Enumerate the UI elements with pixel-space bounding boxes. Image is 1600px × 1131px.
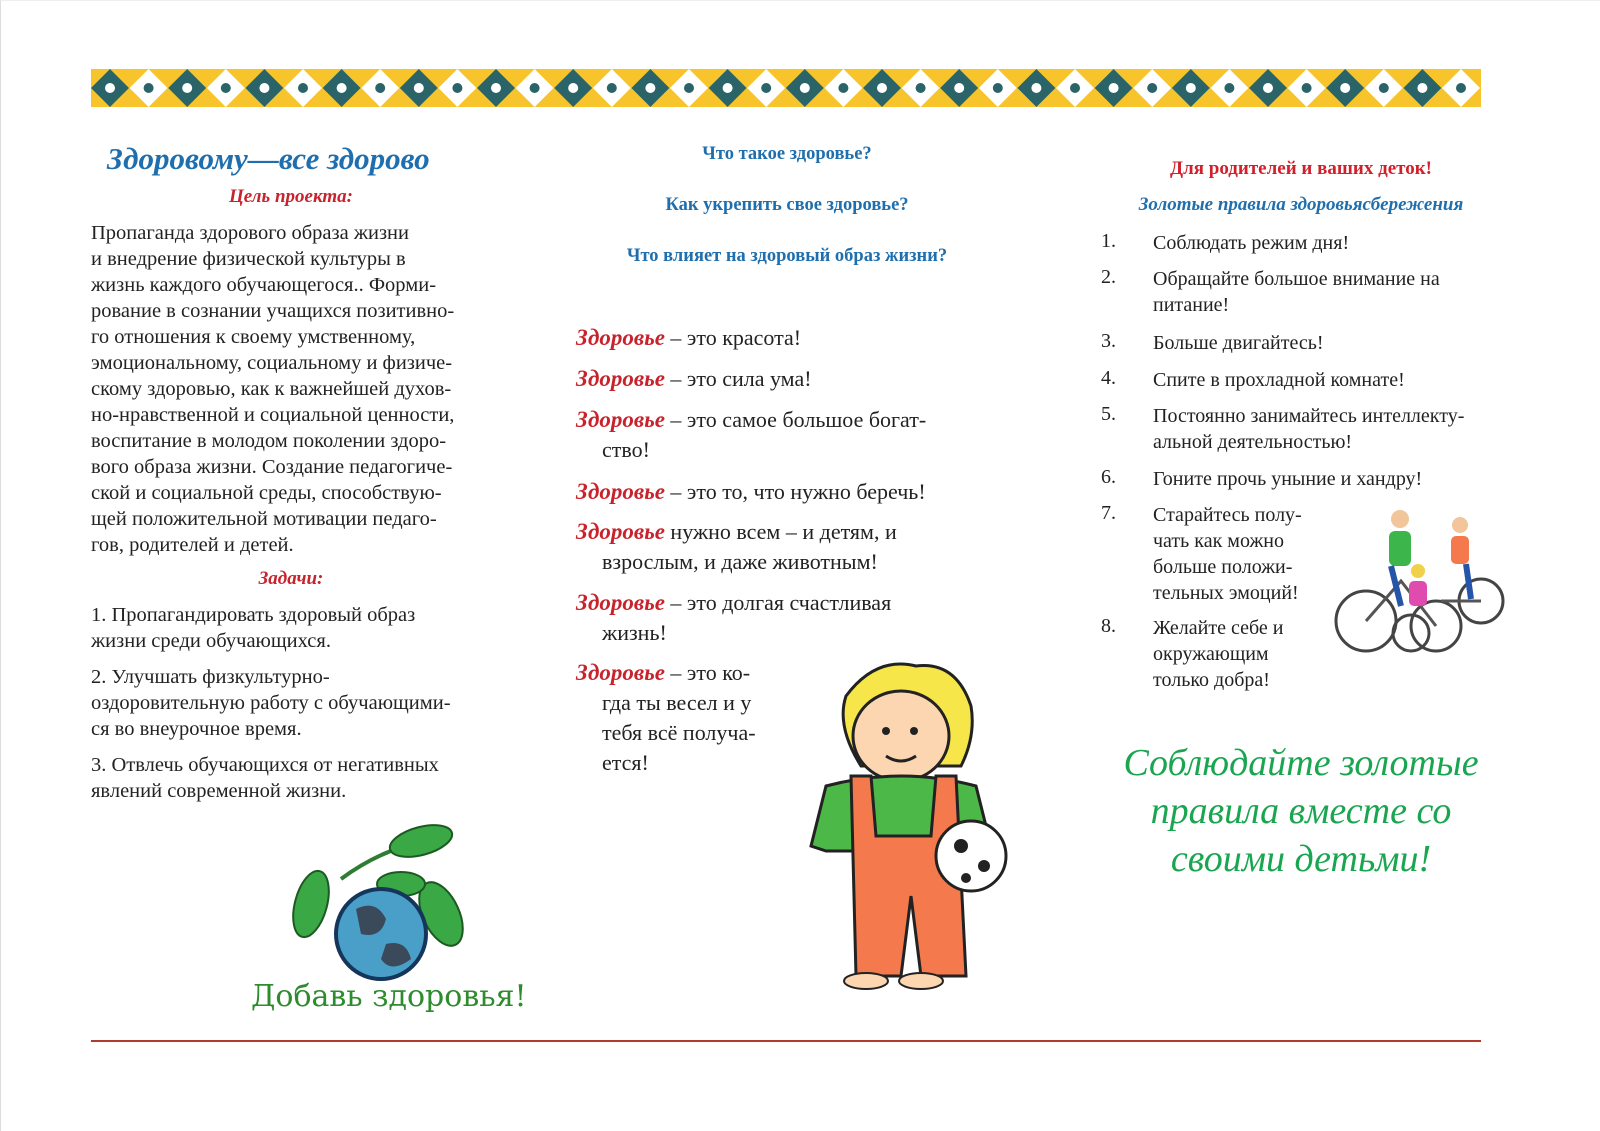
goal-line: вого образа жизни. Создание педагогиче- [91,456,453,478]
slogan-line-1: Соблюдайте золотые [1123,742,1479,784]
saying-keyword: Здоровье [576,407,665,432]
banner-dot [375,83,385,93]
rule-number: 8. [1101,615,1116,637]
rule-line: тельных эмоций! [1153,582,1299,604]
goal-line: ской и социальной среды, способствую- [91,482,442,504]
goal-line: воспитание в молодом поколении здоро- [91,430,447,452]
saying-text: – это самое большое богат- [664,407,927,432]
banner-dot [761,83,771,93]
saying-item [576,588,891,648]
slogan-line-2: правила вместе со [1150,790,1452,832]
rule-line: Старайтесь полу- [1153,504,1302,526]
banner-dot [607,83,617,93]
rule-line: только добра! [1153,669,1270,691]
saying-keyword: Здоровье [576,366,665,391]
rule-line: окружающим [1153,643,1269,665]
saying-keyword: Здоровье [576,660,665,685]
banner-dot [259,83,269,93]
task-item [91,752,451,804]
goal-line: но-нравственной и социальной ценности, [91,404,455,426]
rule-line: Обращайте большое внимание на [1153,268,1440,290]
rule-text [1153,230,1349,256]
saying-item [576,364,812,394]
banner-dot [1456,83,1466,93]
rule-text [1153,466,1422,492]
saying-first-line [576,517,897,547]
banner-dot [1147,83,1157,93]
rule-number: 2. [1101,266,1116,288]
saying-first-line [576,405,926,435]
goal-paragraph [91,220,454,558]
rule-text [1153,367,1405,393]
task-line: оздоровительную работу с обучающими- [91,692,451,714]
rule-number: 7. [1101,502,1116,524]
goal-heading: Цель проекта: [229,186,353,207]
saying-continuation: тебя всё получа- [602,720,756,745]
rule-number: 5. [1101,403,1116,425]
saying-keyword: Здоровье [576,590,665,615]
rule-line: Соблюдать режим дня! [1153,232,1350,254]
goal-line: и внедрение физической культуры в [91,248,406,270]
saying-text: нужно всем – и детям, и [664,519,897,544]
family-cycling-illustration [1331,501,1511,661]
saying-first-line [576,364,812,394]
banner-dot [1186,83,1196,93]
question-3: Что влияет на здоровый образ жизни? [626,246,948,266]
banner-dot [1109,83,1119,93]
rule-line: альной деятельностью! [1153,431,1353,453]
task-line: жизни среди обучающихся. [91,630,331,652]
saying-continuation: гда ты весел и у [602,690,752,715]
banner-dot [221,83,231,93]
saying-text: – это сила ума! [664,366,812,391]
rule-line: Постоянно занимайтесь интеллекту- [1153,405,1465,427]
goal-line: жизнь каждого обучающегося.. Форми- [91,274,437,296]
rule-text [1153,330,1323,356]
tasks-list [91,602,451,814]
rule-line: больше положи- [1153,556,1293,578]
rule-line: Больше двигайтесь! [1153,332,1324,354]
tasks-heading: Задачи: [258,568,324,589]
banner-dot [530,83,540,93]
saying-text: – это ко- [664,660,751,685]
rule-line: питание! [1153,294,1230,316]
banner-dot [144,83,154,93]
banner-dot [645,83,655,93]
bottom-rule [91,1040,1481,1042]
saying-continuation: жизнь! [602,620,667,645]
goal-line: Пропаганда здорового образа жизни [91,222,410,244]
slogan-line-3: своими детьми! [1170,838,1432,880]
saying-item [576,477,926,507]
banner-dot [105,83,115,93]
banner-dot [298,83,308,93]
saying-text: – это красота! [664,325,802,350]
task-item [91,664,451,742]
rule-line: чать как можно [1153,530,1284,552]
saying-item [576,323,801,353]
banner-dot [954,83,964,93]
banner-dot [182,83,192,93]
saying-item [576,517,897,577]
saying-item [576,405,926,465]
banner-dot [723,83,733,93]
rule-line: Желайте себе и [1153,617,1284,639]
saying-continuation: ство! [602,437,650,462]
question-1: Что такое здоровье? [702,144,872,164]
banner-dot [916,83,926,93]
rule-number: 3. [1101,330,1116,352]
banner-dot [1340,83,1350,93]
goal-line: щей положительной мотивации педаго- [91,508,437,530]
banner-dot [491,83,501,93]
task-line: 2. Улучшать физкультурно- [91,666,330,688]
right-heading: Для родителей и ваших деток! [1170,158,1432,179]
banner-dot [1224,83,1234,93]
banner-dot [1263,83,1273,93]
left-title: Здоровому—все здорово [107,141,430,176]
banner-dot [337,83,347,93]
banner-dot [1302,83,1312,93]
banner-dot [1070,83,1080,93]
banner-dot [1379,83,1389,93]
globe-leaves-logo [281,819,481,984]
rule-text [1153,403,1464,455]
banner-dot [1031,83,1041,93]
saying-keyword: Здоровье [576,519,665,544]
banner-dot [993,83,1003,93]
goal-line: гов, родителей и детей. [91,534,294,556]
rule-text [1153,615,1283,693]
rule-text [1153,266,1440,318]
ornament-banner [91,69,1481,107]
saying-keyword: Здоровье [576,479,665,504]
goal-line: го отношения к своему умственному, [91,326,416,348]
task-item [91,602,451,654]
banner-dot [684,83,694,93]
banner-dot [800,83,810,93]
saying-keyword: Здоровье [576,325,665,350]
saying-text: – это то, что нужно беречь! [664,479,926,504]
task-line: 3. Отвлечь обучающихся от негативных [91,754,439,776]
saying-first-line [576,323,801,353]
banner-dot [838,83,848,93]
banner-dot [452,83,462,93]
saying-continuation: взрослым, и даже животным! [602,549,878,574]
task-line: ся во внеурочное время. [91,718,302,740]
goal-line: эмоциональному, социальному и физиче- [91,352,453,374]
rule-line: Спите в прохладной комнате! [1153,369,1405,391]
saying-text: – это долгая счастливая [664,590,892,615]
rule-line: Гоните прочь уныние и хандру! [1153,468,1423,490]
saying-first-line [576,658,756,688]
rule-number: 6. [1101,466,1116,488]
banner-dot [568,83,578,93]
saying-first-line [576,477,926,507]
task-line: 1. Пропагандировать здоровый образ [91,604,416,626]
saying-first-line [576,588,891,618]
goal-line: скому здоровью, как к важнейшей духов- [91,378,452,400]
task-line: явлений современной жизни. [91,780,347,802]
banner-dot [877,83,887,93]
rule-number: 1. [1101,230,1116,252]
saying-item [576,658,756,778]
saying-continuation: ется! [602,750,649,775]
question-2: Как укрепить свое здоровье? [665,195,909,215]
logo-caption: Добавь здоровья! [251,979,527,1014]
rule-number: 4. [1101,367,1116,389]
rule-text [1153,502,1302,606]
boy-with-ball-illustration [806,656,1016,996]
banner-dot [1417,83,1427,93]
banner-dot [414,83,424,93]
goal-line: рование в сознании учащихся позитивно- [91,300,455,322]
right-subheading: Золотые правила здоровьясбережения [1138,194,1464,215]
